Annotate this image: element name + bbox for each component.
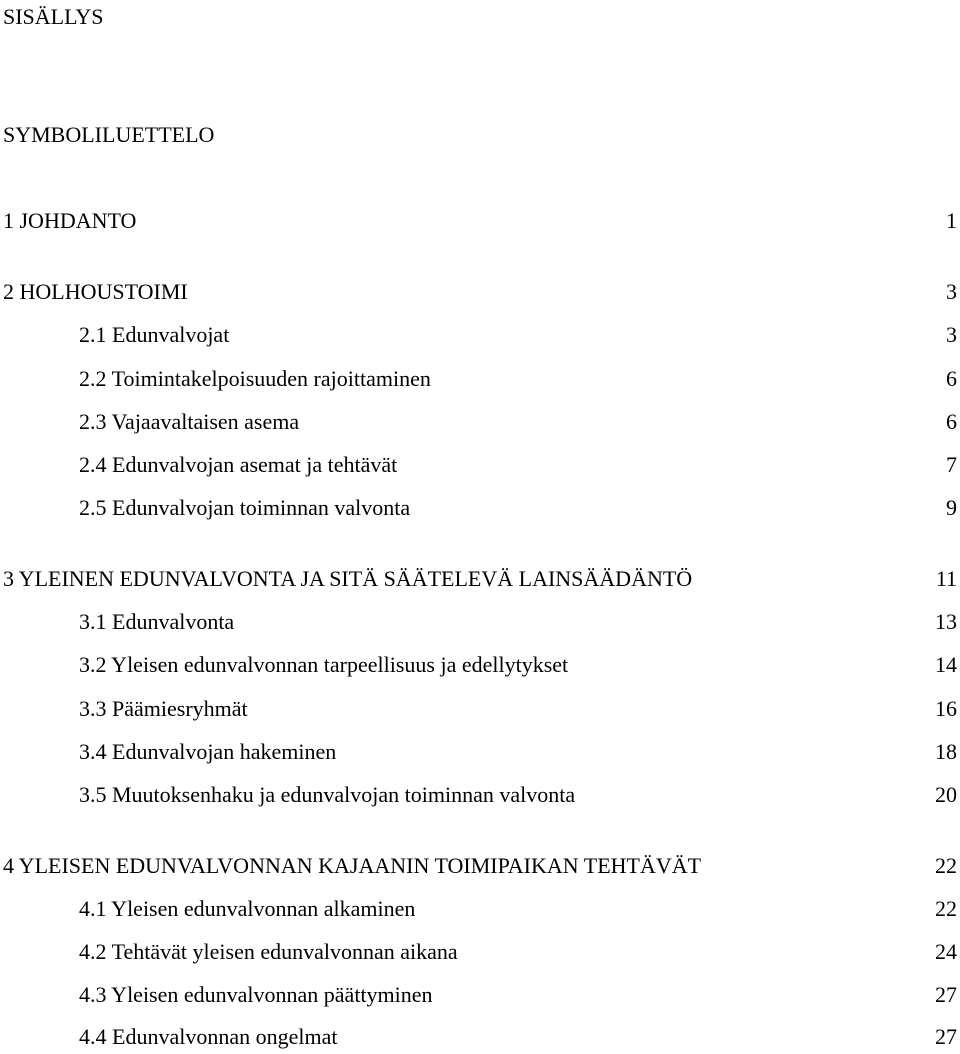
toc-entry-page: 6 <box>946 366 957 391</box>
toc-chapter-1-page: 1 <box>946 208 957 233</box>
toc-entry-page: 3 <box>946 322 957 347</box>
toc-chapter-4 <box>0 851 960 881</box>
toc-chapter-1 <box>0 206 960 236</box>
toc-entry-3-2 <box>0 650 960 680</box>
toc-chapter-2-label: 2 HOLHOUSTOIMI <box>3 279 188 304</box>
toc-entry-4-3 <box>0 980 960 1010</box>
toc-entry-label: 2.5 Edunvalvojan toiminnan valvonta <box>79 495 411 520</box>
toc-heading-text: SISÄLLYS <box>3 4 104 29</box>
toc-entry-label: 3.5 Muutoksenhaku ja edunvalvojan toiminnan valvonta <box>79 782 576 807</box>
toc-entry-label: 2.3 Vajaavaltaisen asema <box>79 409 300 434</box>
toc-entry-3-3 <box>0 694 960 724</box>
toc-entry-page: 27 <box>935 1024 957 1049</box>
toc-entry-page: 13 <box>935 609 957 634</box>
toc-heading <box>0 2 960 32</box>
toc-entry-label: 3.1 Edunvalvonta <box>79 609 235 634</box>
toc-entry-3-4 <box>0 737 960 767</box>
toc-entry-label: 3.2 Yleisen edunvalvonnan tarpeellisuus ja edellytykset <box>79 652 569 677</box>
toc-chapter-3 <box>0 564 960 594</box>
toc-entry-2-4 <box>0 450 960 480</box>
toc-chapter-3-label: 3 YLEINEN EDUNVALVONTA JA SITÄ SÄÄTELEVÄ LAINSÄÄDÄNTÖ <box>3 566 693 591</box>
toc-entry-2-5 <box>0 493 960 523</box>
toc-symbols-label: SYMBOLILUETTELO <box>3 122 215 147</box>
toc-entry-page: 27 <box>935 982 957 1007</box>
toc-entry-2-2 <box>0 364 960 394</box>
toc-entry-label: 3.3 Päämiesryhmät <box>79 696 248 721</box>
toc-chapter-4-page: 22 <box>935 853 957 878</box>
toc-entry-label: 3.4 Edunvalvojan hakeminen <box>79 739 337 764</box>
toc-entry-2-3 <box>0 407 960 437</box>
toc-entry-label: 4.3 Yleisen edunvalvonnan päättyminen <box>79 982 433 1007</box>
toc-entry-page: 16 <box>935 696 957 721</box>
toc-chapter-1-label: 1 JOHDANTO <box>3 208 137 233</box>
toc-entry-page: 7 <box>946 452 957 477</box>
toc-chapter-2 <box>0 277 960 307</box>
toc-entry-3-5 <box>0 780 960 810</box>
toc-entry-4-4 <box>0 1022 960 1052</box>
toc-entry-label: 4.4 Edunvalvonnan ongelmat <box>79 1024 338 1049</box>
toc-entry-page: 20 <box>935 782 957 807</box>
toc-entry-2-1 <box>0 320 960 350</box>
toc-chapter-4-label: 4 YLEISEN EDUNVALVONNAN KAJAANIN TOIMIPAIKAN TEHTÄVÄT <box>3 853 702 878</box>
toc-entry-label: 4.2 Tehtävät yleisen edunvalvonnan aikana <box>79 939 458 964</box>
toc-entry-label: 4.1 Yleisen edunvalvonnan alkaminen <box>79 896 416 921</box>
toc-entry-4-2 <box>0 937 960 967</box>
toc-entry-label: 2.4 Edunvalvojan asemat ja tehtävät <box>79 452 398 477</box>
toc-symbols-entry <box>0 120 960 150</box>
toc-entry-3-1 <box>0 607 960 637</box>
toc-entry-page: 22 <box>935 896 957 921</box>
toc-entry-page: 18 <box>935 739 957 764</box>
toc-entry-label: 2.2 Toimintakelpoisuuden rajoittaminen <box>79 366 431 391</box>
toc-entry-page: 24 <box>935 939 957 964</box>
toc-entry-page: 14 <box>935 652 957 677</box>
toc-chapter-3-page: 11 <box>935 566 957 591</box>
toc-entry-4-1 <box>0 894 960 924</box>
toc-entry-page: 9 <box>946 495 957 520</box>
toc-entry-label: 2.1 Edunvalvojat <box>79 322 230 347</box>
toc-entry-page: 6 <box>946 409 957 434</box>
toc-chapter-2-page: 3 <box>946 279 957 304</box>
